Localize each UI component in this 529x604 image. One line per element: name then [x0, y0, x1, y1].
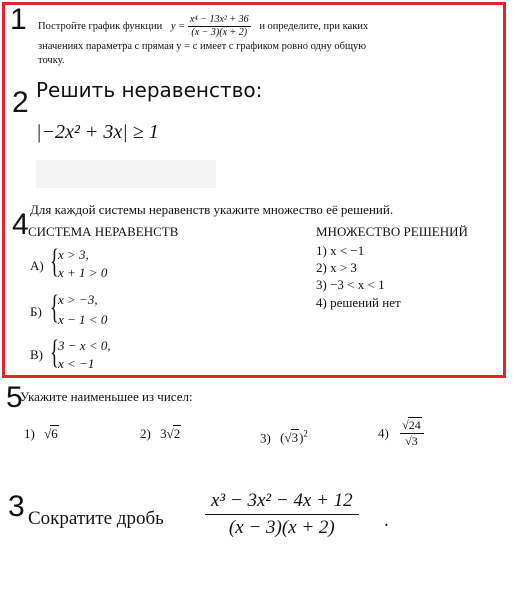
- option-3-power: 2: [303, 429, 308, 439]
- task5-option-4: [378, 418, 424, 449]
- option-1-radicand: 6: [51, 426, 58, 441]
- task4-intro: Для каждой системы неравенств укажите множество её решений.: [30, 202, 394, 217]
- task1-text-a: Постройте график функции: [38, 20, 163, 32]
- system-label-a: А): [30, 258, 44, 273]
- task5-option-3: 3) $(√3)^2$: [260, 429, 308, 446]
- system-a-line1: x > 3,: [58, 247, 89, 262]
- task4-col-left: СИСТЕМА НЕРАВЕНСТВ: [28, 224, 179, 239]
- task1-denominator: (x − 3)(x + 2): [191, 27, 248, 38]
- task3-denominator: (x − 3)(x + 2): [228, 517, 335, 538]
- brace-c: {: [50, 334, 59, 371]
- option-3-radicand: 3: [291, 430, 299, 446]
- option-4-den: 3: [411, 434, 418, 448]
- task1-line2: значениях параметра c прямая y = c имеет с графиком ровно одну общую: [38, 41, 367, 52]
- option-4-fraction: $\frac{√24}{√3}$: [400, 418, 424, 449]
- task1-text-b: и определите, при каких: [259, 20, 369, 32]
- task5-title: Укажите наименьшее из чисел:: [20, 389, 193, 404]
- task1-fraction: [188, 14, 251, 39]
- task1-line3: точку.: [38, 55, 65, 66]
- task5-option-2: 2) 3√2: [140, 426, 181, 441]
- answer-2: 2) x > 3: [316, 260, 357, 275]
- task3-title: Сократите дробь: [28, 508, 164, 529]
- option-3-label: 3): [260, 430, 271, 446]
- system-c-line2: x < −1: [58, 356, 95, 371]
- task-number-2: 2: [12, 86, 29, 119]
- task4-col-right: МНОЖЕСТВО РЕШЕНИЙ: [316, 224, 468, 239]
- task-number-1: 1: [10, 3, 27, 36]
- task3-numerator: x³ − 3x² − 4x + 12: [205, 488, 359, 515]
- brace-a: {: [50, 243, 59, 280]
- system-label-b: Б): [30, 304, 42, 319]
- system-a-line2: x + 1 > 0: [58, 265, 108, 280]
- system-label-c: В): [30, 347, 43, 362]
- task-number-3: 3: [8, 490, 25, 523]
- option-2-prefix: 3: [160, 426, 167, 441]
- answer-1: 1) x < −1: [316, 243, 365, 258]
- option-4-label: 4): [378, 425, 389, 441]
- task1-line1: [38, 14, 368, 39]
- option-2-label: 2): [140, 426, 151, 441]
- brace-b: {: [50, 289, 59, 326]
- task-number-5: 5: [6, 381, 23, 414]
- task2-title: Решить неравенство:: [36, 78, 263, 102]
- answer-3: 3) −3 < x < 1: [316, 277, 385, 292]
- answer-4: 4) решений нет: [316, 295, 401, 310]
- blurred-area: [36, 160, 216, 188]
- task2-inequality: |−2x² + 3x| ≥ 1: [36, 121, 159, 143]
- option-4-num: 24: [408, 418, 421, 432]
- task3-dot: .: [384, 510, 389, 531]
- task1-numerator: x⁴ − 13x² + 36: [189, 14, 249, 25]
- system-c-line1: 3 − x < 0,: [58, 338, 111, 353]
- system-b-line2: x − 1 < 0: [58, 312, 108, 327]
- task1-y-eq: y =: [170, 20, 186, 32]
- system-b-line1: x > −3,: [58, 292, 98, 307]
- option-1-label: 1): [24, 426, 35, 441]
- task-number-4: 4: [12, 208, 29, 241]
- option-2-radicand: 2: [173, 426, 181, 441]
- task3-fraction: [205, 488, 359, 541]
- task5-option-1: 1) √6: [24, 426, 58, 441]
